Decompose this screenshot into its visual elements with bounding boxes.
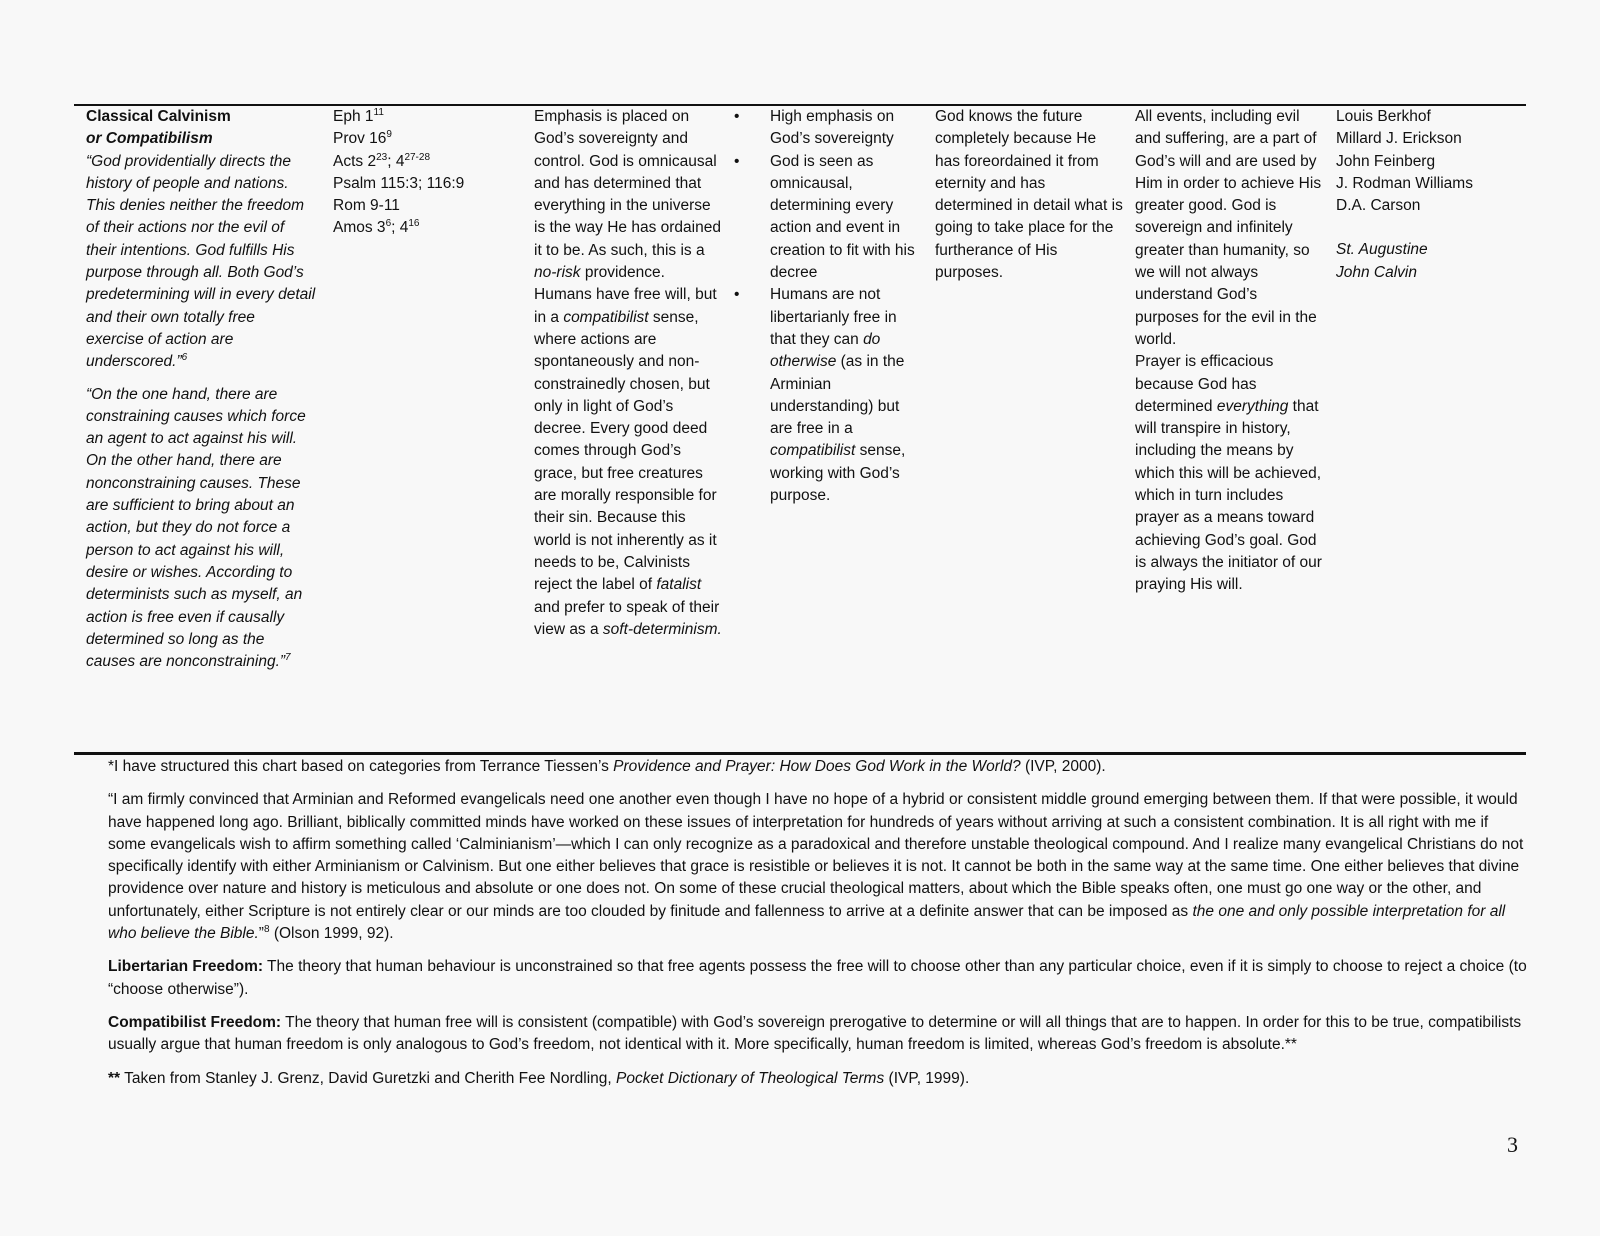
- proponent-name: John Feinberg: [1336, 152, 1436, 170]
- ref-rom: Rom 9-11: [333, 197, 400, 215]
- summary-list: [732, 106, 916, 507]
- proponent-name: D.A. Carson: [1336, 197, 1421, 215]
- list-item: • Humans are not libertarianly free in that they can do otherwise (as in the Arminian understanding) but are free in a compatibilist sense, working with God’s purpose.: [732, 284, 916, 507]
- view-column: [86, 106, 316, 673]
- ref-psalm: Psalm 115:3; 116:9: [333, 174, 465, 192]
- olson-quote: “I am firmly convinced that Arminian and Reformed evangelicals need one another even though I have no hope of a hybrid or consistent middle ground emerging between them. If that were possible, it would have happened long ago. Brilliant, biblically committed minds have worked on these issues of interpretation for hundreds of years without arriving at such a consistent combination. It is all right with me if some evangelicals wish to affirm something called ‘Calminianism’—which I can only recognize as a paradoxical and therefore unstable theological compound. And I realize many evangelical Christians do not specifically identify with either Arminianism or Calvinism. But one either believes that grace is resistible or believes it is not. It cannot be both in the same way at the same time. One either believes that divine providence over nature and history is meticulous and absolute or one does not. On some of these crucial theological matters, about which the Bible speaks often, one must go one way or the other, and unfortunately, either Scripture is not entirely clear or our minds are too clouded by finitude and fallenness to arrive at a definite answer that can be imposed as the one and only possible interpretation for all who believe the Bible.”$^8$ (Olson 1999, 92).: [108, 791, 1524, 943]
- ref-eph: Eph $1^{11}$: [333, 106, 384, 125]
- list-item: • God is seen as omnicausal, determining every action and event in creation to fit with his decree: [732, 151, 916, 285]
- proponent-name: Louis Berkhof: [1336, 108, 1431, 125]
- view-title-line1: Classical Calvinism: [86, 108, 231, 125]
- scripture-column: [333, 106, 513, 240]
- foreknowledge-text: God knows the future completely because He has foreordained it from eternity and has determined in detail what is going to take place for the furtherance of His purposes.: [935, 108, 1123, 282]
- view-title-line2: or Compatibilism: [86, 130, 213, 148]
- summary-column: [732, 106, 916, 507]
- ref-prov: Prov $16^9$: [333, 129, 392, 148]
- proponent-name-historic: St. Augustine: [1336, 241, 1428, 259]
- evil-prayer-column: [1135, 106, 1325, 597]
- compatibilist-definition: Compatibilist Freedom: The theory that human free will is consistent (compatible) with God’s sovereign prerogative to determine or will all things that are to happen. In order for this to be true, compatibilists usually argue that human freedom is only analogous to God’s freedom, not identical with it. More specifically, human freedom is limited, whereas God’s freedom is absolute.**: [108, 1013, 1522, 1054]
- proponent-name: Millard J. Erickson: [1336, 130, 1462, 148]
- foreknowledge-column: [935, 106, 1125, 284]
- footnote-ref-8: 8: [263, 923, 270, 935]
- chart-source-note: *I have structured this chart based on categories from Terrance Tiessen’s Providence and Prayer: How Does God Work in the World? (IVP, 2000).: [108, 758, 1106, 775]
- ref-acts: Acts $2^{23}$; 4$^{27-28}$: [333, 151, 431, 170]
- view-quote-1: “God providentially directs the history of people and nations. This denies neither the freedom of their actions nor the evil of their intentions. God fulfills His purpose through all. Both God’s predetermining will in every detail and their own totally free exercise of action are underscored.”$^6$: [86, 152, 316, 371]
- footnote-ref-7: 7: [285, 651, 291, 663]
- libertarian-definition: Libertarian Freedom: The theory that human behaviour is unconstrained so that free agents possess the free will to choose other than any particular choice, even if it is simply to choose to reject a choice (to “choose otherwise”).: [108, 958, 1527, 998]
- description-text: Emphasis is placed on God’s sovereignty and control. God is omnicausal and has determined that everything in the universe is the way He has ordained it to be. As such, this is a no-risk providence. Humans have free will, but in a compatibilist sense, where actions are spontaneously and non-constrainedly chosen, but only in light of God’s decree. Every good deed comes through God’s grace, but free creatures are morally responsible for their sin. Because this world is not inherently as it needs to be, Calvinists reject the label of fatalist and prefer to speak of their view as a soft-determinism.: [534, 108, 722, 638]
- evil-text: All events, including evil and suffering, are a part of God’s will and are used by Him in order to achieve His greater good. God is sovereign and infinitely greater than humanity, so we will not always understand God’s purposes for the evil in the world.: [1135, 108, 1322, 348]
- view-quote-2: “On the one hand, there are constraining causes which force an agent to act against his will. On the other hand, there are nonconstraining causes. These are sufficient to bring about an action, but they do not force a person to act against his will, desire or wishes. According to determinists such as myself, an action is free even if causally determined so long as the causes are nonconstraining.”$^7$: [86, 385, 306, 671]
- proponent-name: J. Rodman Williams: [1336, 174, 1473, 192]
- description-column: [534, 106, 724, 641]
- ref-amos: Amos $3^6$; $4^{16}$: [333, 218, 420, 237]
- table-bottom-rule: [74, 752, 1526, 755]
- dictionary-source-note: ** Taken from Stanley J. Grenz, David Guretzki and Cherith Fee Nordling, Pocket Dictionary of Theological Terms (IVP, 1999).: [108, 1069, 970, 1087]
- proponent-name-historic: John Calvin: [1336, 263, 1417, 281]
- page-number: 3: [1507, 1132, 1518, 1157]
- prayer-text: Prayer is efficacious because God has determined everything that will transpire in history, including the means by which this will be achieved, which in turn includes prayer as a means toward achieving God’s goal. God is always the initiator of our praying His will.: [1135, 353, 1322, 594]
- proponents-column: [1336, 106, 1516, 284]
- footnote-ref-6: 6: [181, 352, 188, 364]
- notes-section: [108, 756, 1528, 1101]
- list-item: • High emphasis on God’s sovereignty: [732, 106, 916, 151]
